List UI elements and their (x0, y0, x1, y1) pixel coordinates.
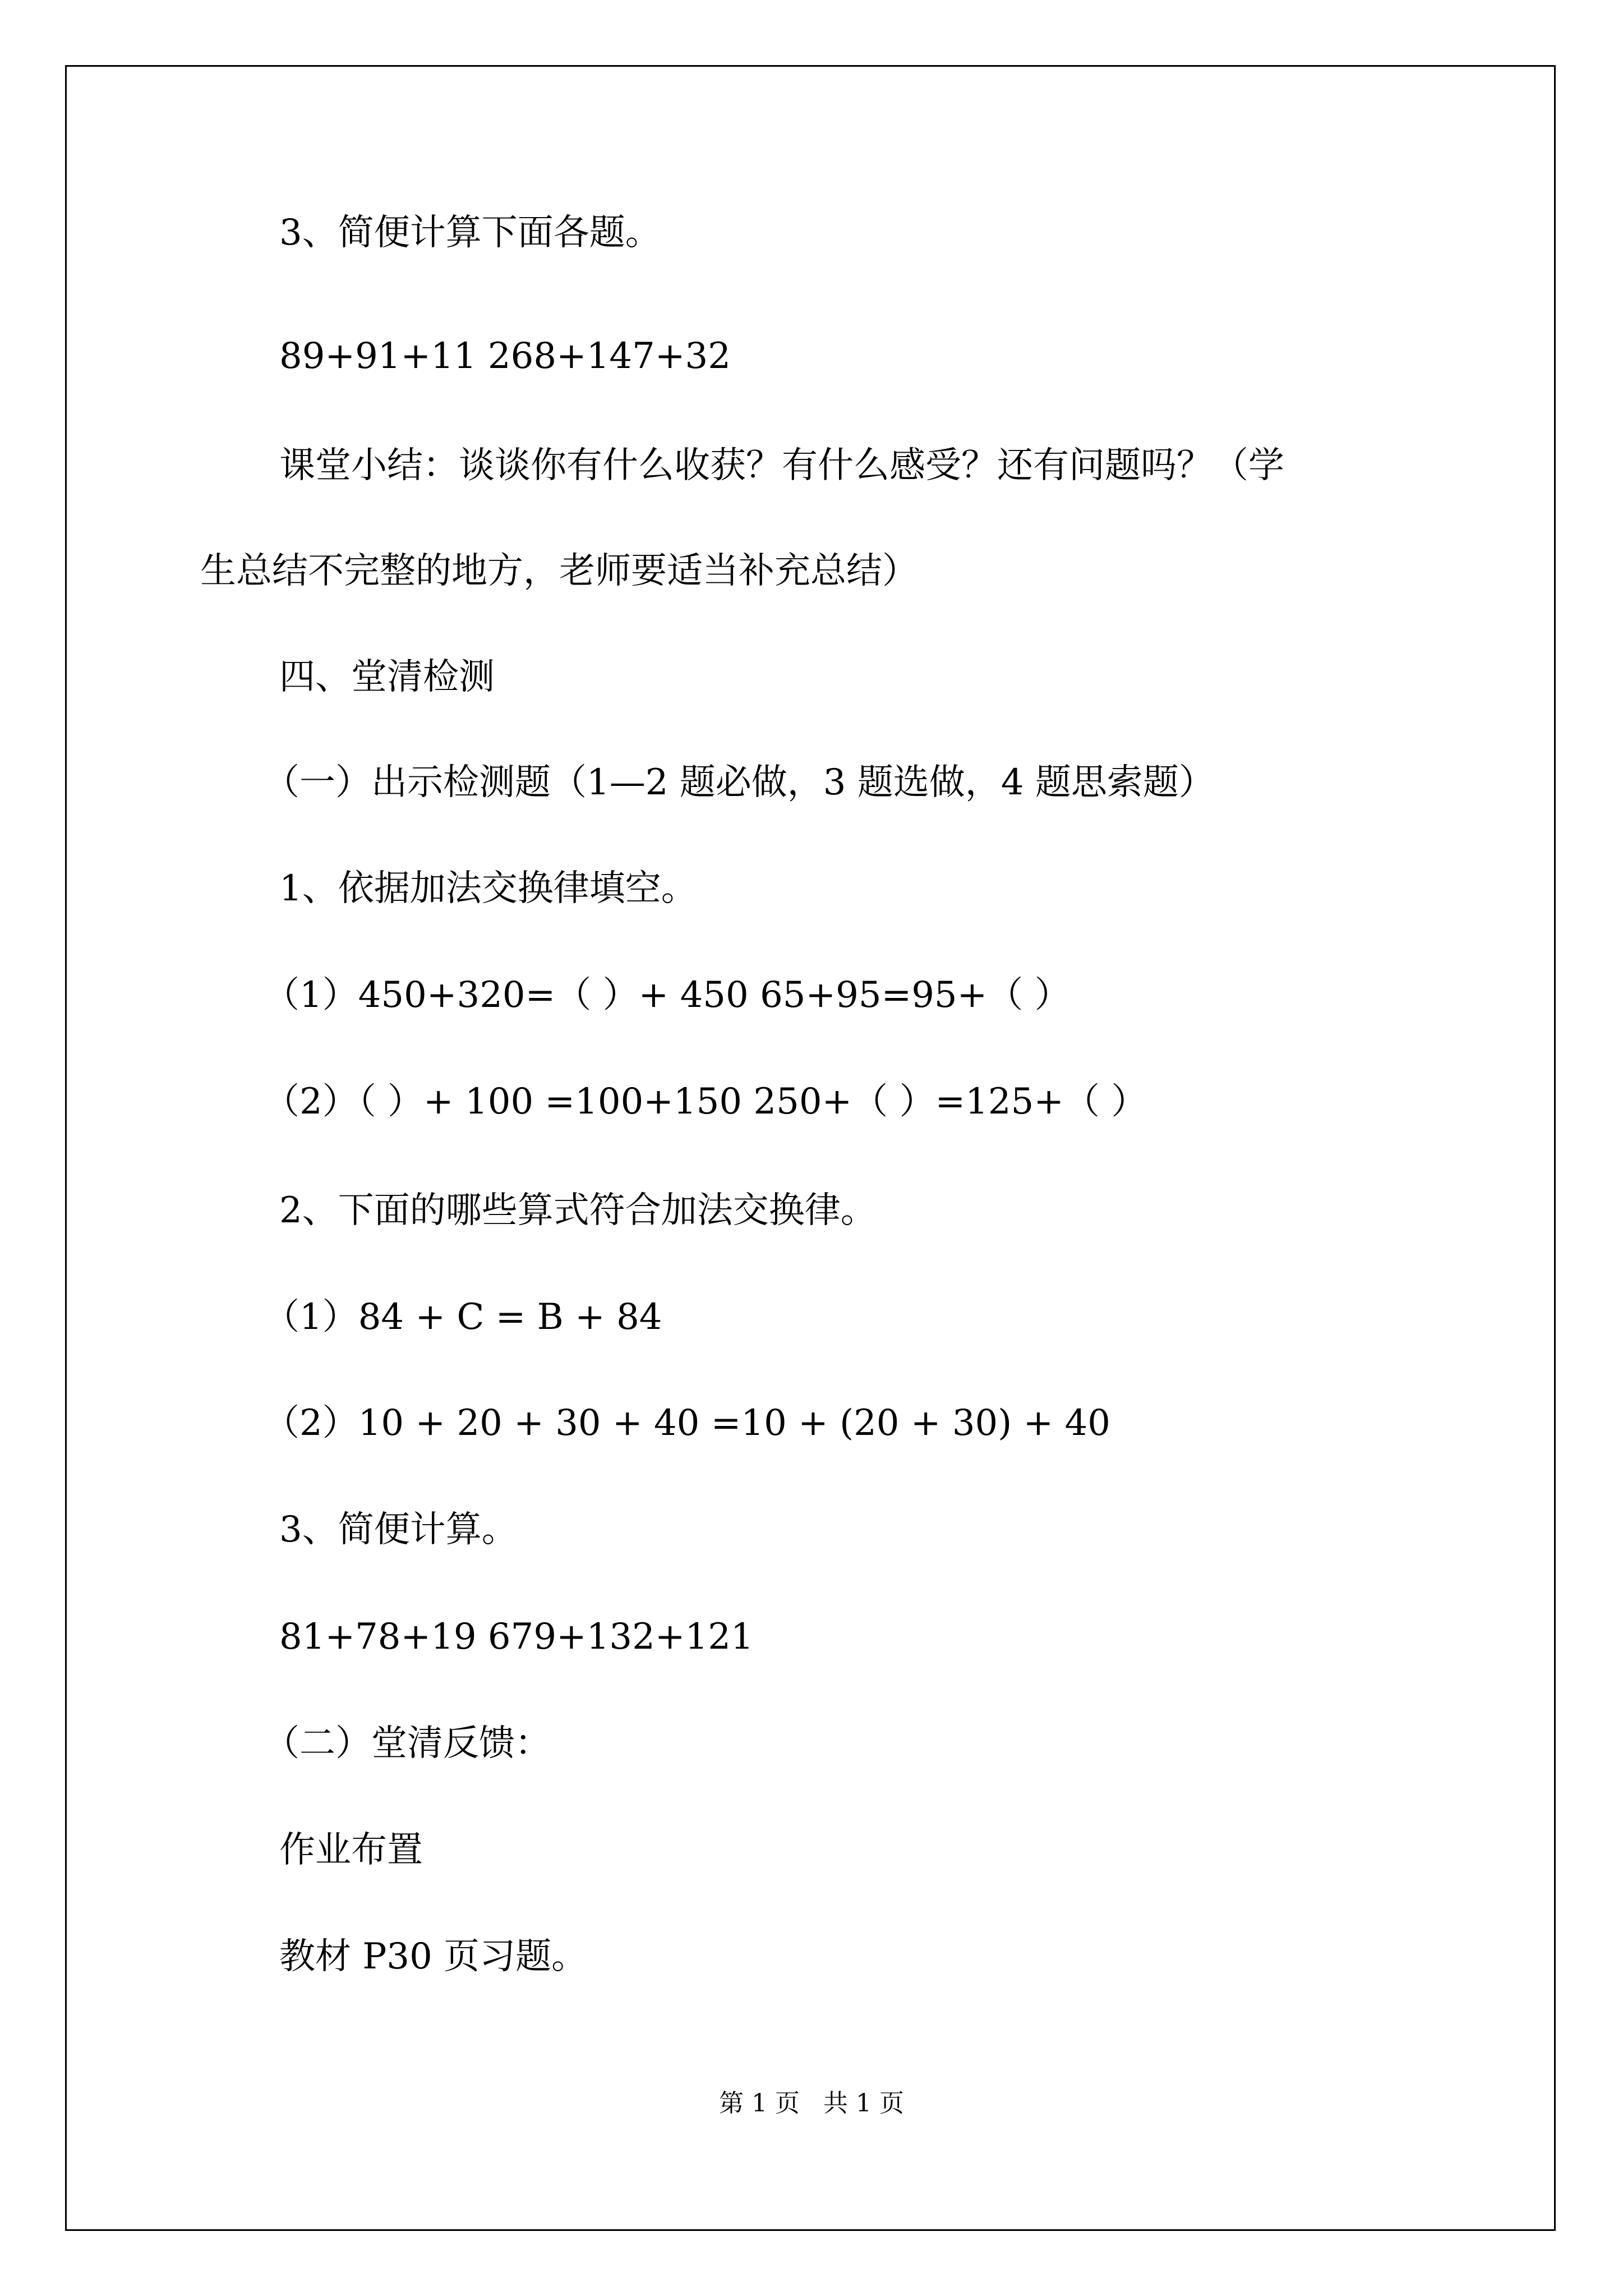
expression-line-2: 81+78+19 679+132+121 (279, 1616, 754, 1658)
expression-line-1: 89+91+11 268+147+32 (279, 335, 731, 377)
question-3-heading: 3、简便计算。 (279, 1509, 518, 1550)
question-1-item-2: （2）（ ）+ 100 =100+150 250+（ ）=125+（ ） (264, 1081, 1147, 1122)
subsection-heading-feedback: （二）堂清反馈： (264, 1723, 551, 1764)
summary-paragraph-line-2: 生总结不完整的地方，老师要适当补充总结） (200, 550, 918, 592)
question-1-heading: 1、依据加法交换律填空。 (279, 868, 697, 909)
question-2-item-2: （2）10 + 20 + 30 + 40 =10 + (20 + 30) + 40 (264, 1402, 1110, 1444)
summary-paragraph-line-1: 课堂小结：谈谈你有什么收获？有什么感受？还有问题吗？（学 (279, 445, 1284, 486)
homework-heading: 作业布置 (279, 1829, 423, 1871)
homework-text: 教材 P30 页习题。 (279, 1936, 588, 1977)
section-heading-check: 四、堂清检测 (279, 656, 495, 698)
subsection-heading-tests: （一）出示检测题（1—2 题必做，3 题选做，4 题思索题） (264, 762, 1215, 803)
question-2-item-1: （1）84 + C = B + 84 (264, 1296, 662, 1338)
question-2-heading: 2、下面的哪些算式符合加法交换律。 (279, 1190, 877, 1231)
question-1-item-1: （1）450+320=（ ）+ 450 65+95=95+（ ） (264, 974, 1071, 1016)
heading-simplified-calc: 3、简便计算下面各题。 (279, 212, 661, 254)
page-footer: 第 1 页 共 1 页 (719, 2089, 904, 2118)
page-frame (65, 65, 1556, 2231)
